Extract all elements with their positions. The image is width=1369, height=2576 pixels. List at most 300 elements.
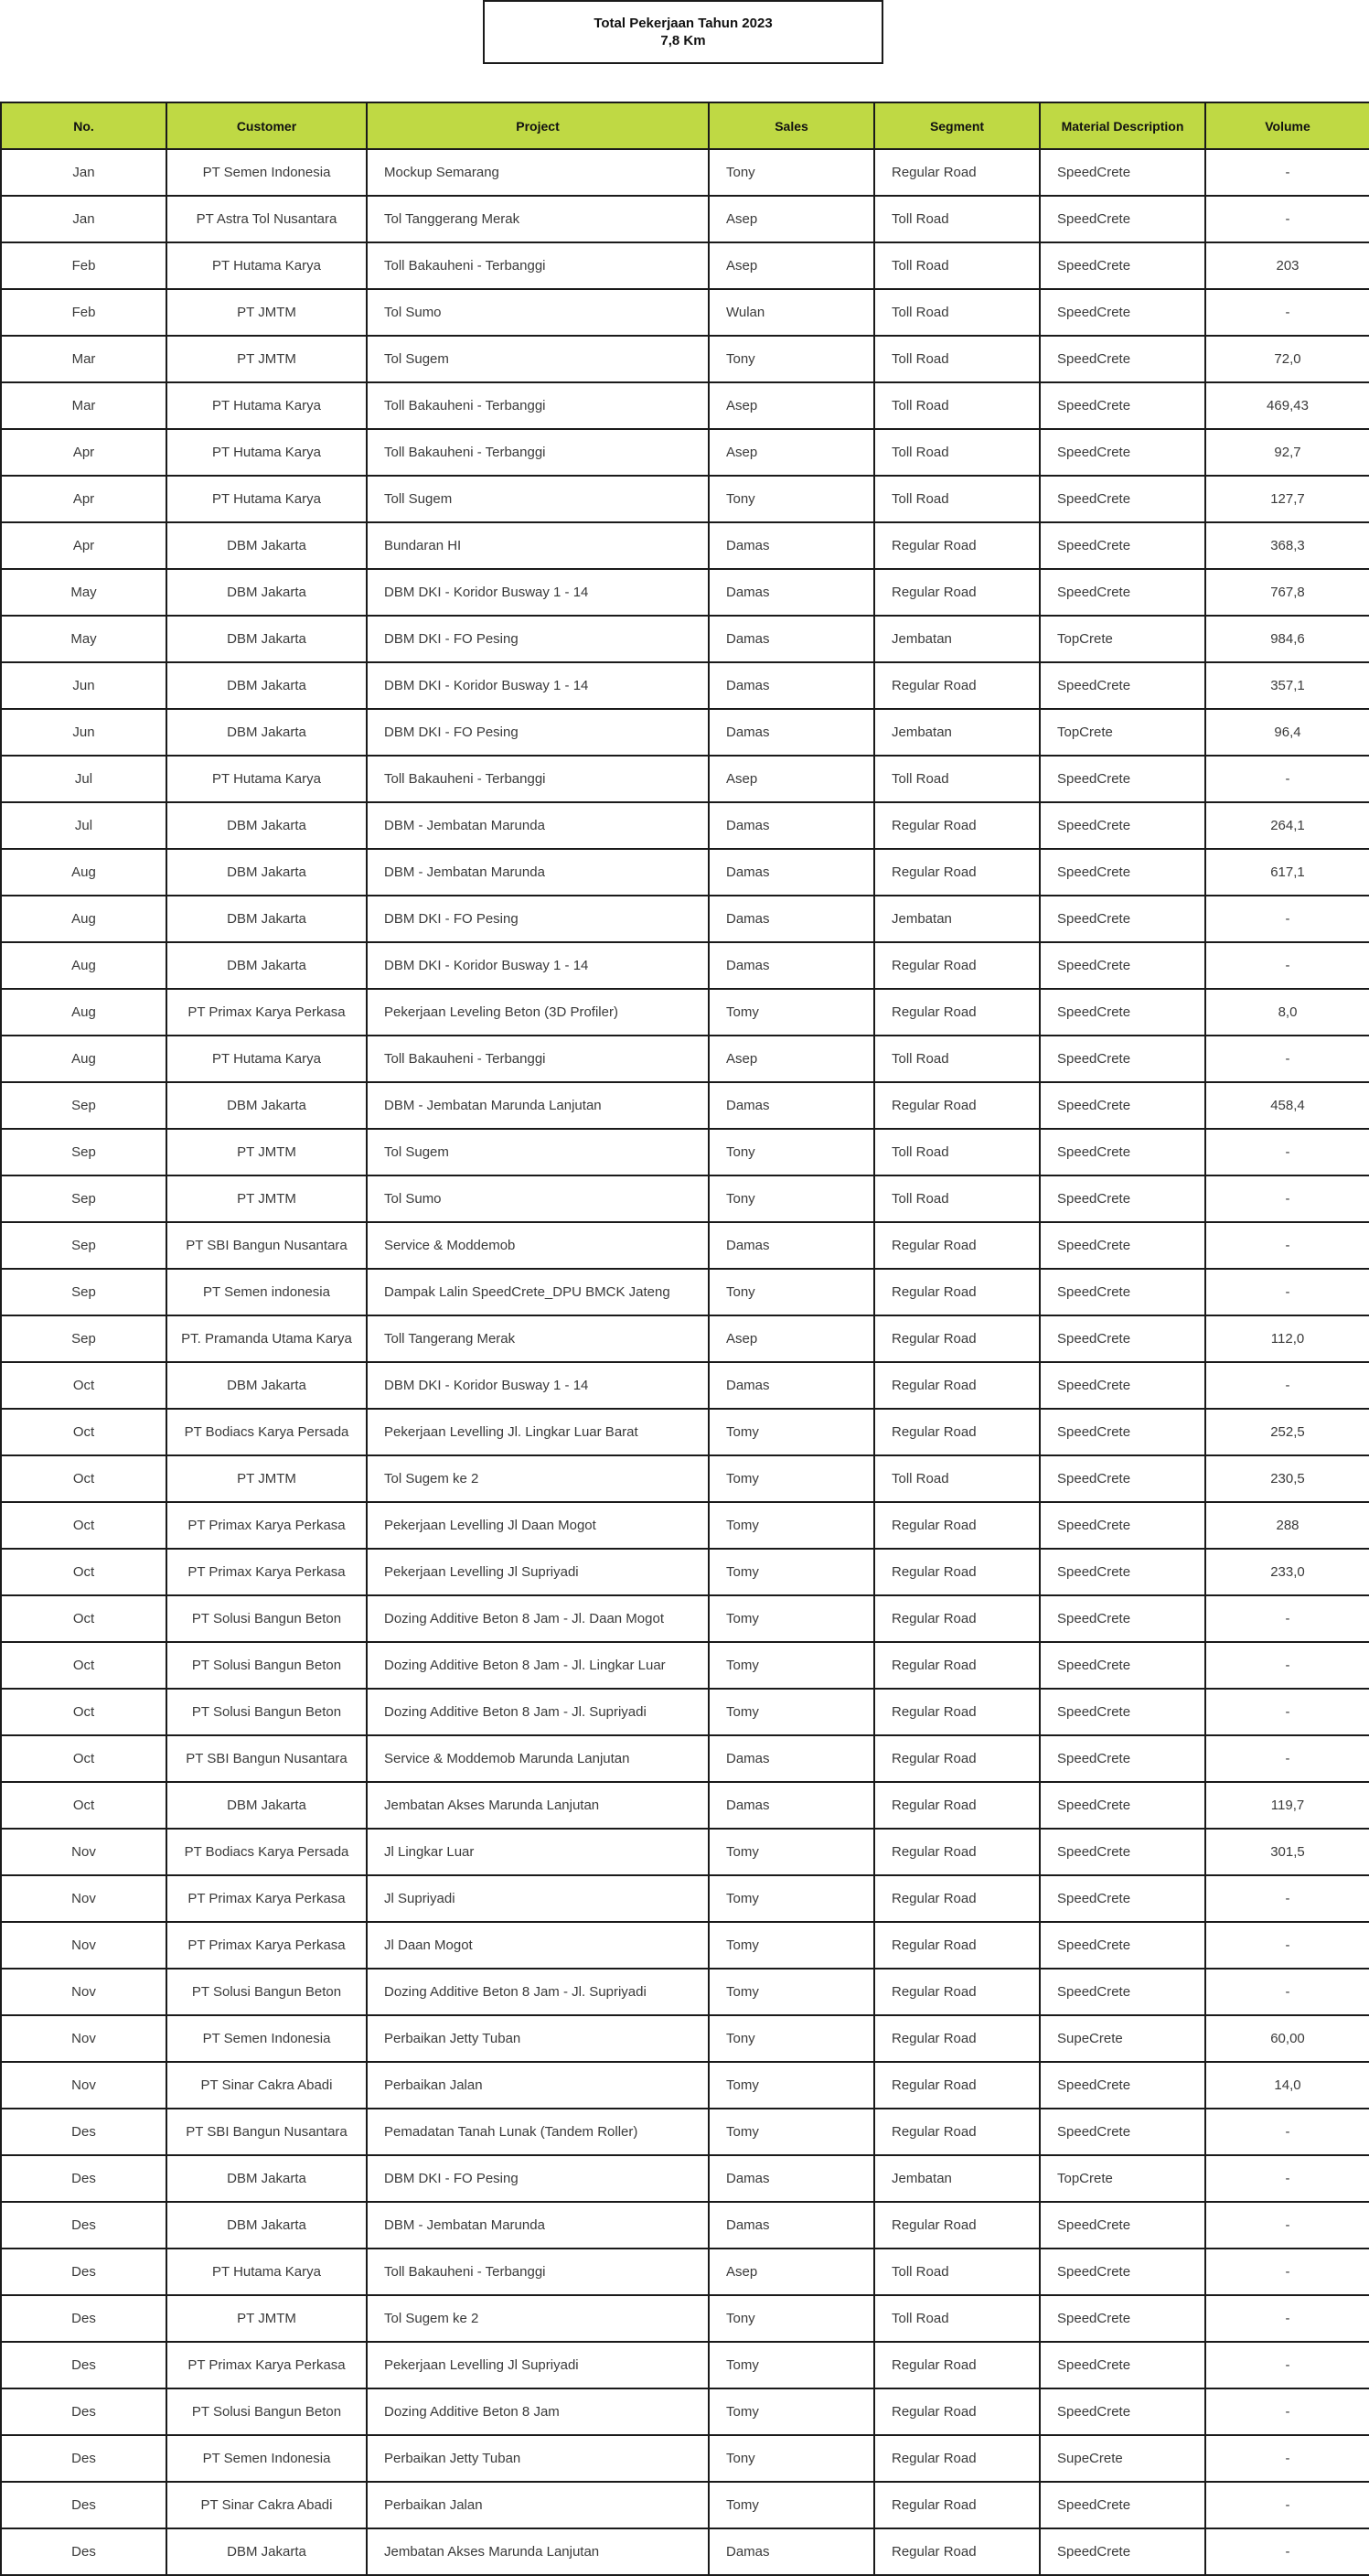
cell-project: Service & Moddemob — [367, 1222, 709, 1269]
cell-volume: - — [1205, 1922, 1369, 1969]
cell-segment: Toll Road — [874, 756, 1040, 802]
cell-volume: 8,0 — [1205, 989, 1369, 1036]
cell-segment: Regular Road — [874, 1782, 1040, 1829]
cell-volume: - — [1205, 1642, 1369, 1689]
table-row — [1, 1409, 1369, 1455]
cell-month: Oct — [1, 1595, 166, 1642]
cell-project: Toll Sugem — [367, 476, 709, 522]
cell-material: SpeedCrete — [1040, 242, 1205, 289]
cell-customer: PT Bodiacs Karya Persada — [166, 1829, 367, 1875]
cell-month: Jun — [1, 662, 166, 709]
cell-material: SpeedCrete — [1040, 802, 1205, 849]
cell-sales: Tomy — [709, 1829, 874, 1875]
cell-month: Nov — [1, 1875, 166, 1922]
cell-sales: Asep — [709, 1036, 874, 1082]
cell-material: SpeedCrete — [1040, 1642, 1205, 1689]
cell-sales: Damas — [709, 1735, 874, 1782]
cell-project: DBM DKI - Koridor Busway 1 - 14 — [367, 942, 709, 989]
table-row — [1, 1362, 1369, 1409]
cell-material: SpeedCrete — [1040, 1782, 1205, 1829]
cell-customer: PT Semen Indonesia — [166, 2015, 367, 2062]
cell-month: Des — [1, 2528, 166, 2575]
cell-volume: - — [1205, 1222, 1369, 1269]
cell-sales: Tony — [709, 1175, 874, 1222]
cell-month: Des — [1, 2388, 166, 2435]
cell-segment: Regular Road — [874, 1082, 1040, 1129]
cell-sales: Damas — [709, 522, 874, 569]
table-row — [1, 289, 1369, 336]
cell-project: DBM DKI - FO Pesing — [367, 616, 709, 662]
cell-material: SpeedCrete — [1040, 336, 1205, 382]
column-header-customer: Customer — [166, 102, 367, 149]
cell-sales: Damas — [709, 1362, 874, 1409]
cell-project: Dozing Additive Beton 8 Jam - Jl. Lingkar Luar — [367, 1642, 709, 1689]
cell-volume: - — [1205, 2342, 1369, 2388]
cell-month: Apr — [1, 429, 166, 476]
cell-segment: Regular Road — [874, 2388, 1040, 2435]
cell-project: Perbaikan Jetty Tuban — [367, 2015, 709, 2062]
cell-month: Oct — [1, 1549, 166, 1595]
cell-sales: Damas — [709, 942, 874, 989]
cell-month: Apr — [1, 476, 166, 522]
cell-volume: 767,8 — [1205, 569, 1369, 616]
cell-month: Oct — [1, 1689, 166, 1735]
table-row — [1, 196, 1369, 242]
cell-month: Nov — [1, 1829, 166, 1875]
cell-volume: 203 — [1205, 242, 1369, 289]
cell-segment: Toll Road — [874, 382, 1040, 429]
cell-customer: PT Solusi Bangun Beton — [166, 1969, 367, 2015]
cell-sales: Tomy — [709, 1969, 874, 2015]
cell-volume: - — [1205, 896, 1369, 942]
cell-segment: Regular Road — [874, 942, 1040, 989]
cell-sales: Tony — [709, 476, 874, 522]
cell-sales: Damas — [709, 896, 874, 942]
cell-customer: DBM Jakarta — [166, 1362, 367, 1409]
cell-customer: DBM Jakarta — [166, 849, 367, 896]
cell-material: SpeedCrete — [1040, 289, 1205, 336]
cell-segment: Regular Road — [874, 522, 1040, 569]
table-row — [1, 1969, 1369, 2015]
cell-segment: Toll Road — [874, 1036, 1040, 1082]
cell-customer: DBM Jakarta — [166, 942, 367, 989]
cell-customer: PT Sinar Cakra Abadi — [166, 2482, 367, 2528]
cell-segment: Jembatan — [874, 896, 1040, 942]
cell-sales: Tomy — [709, 2062, 874, 2109]
table-row — [1, 1595, 1369, 1642]
cell-month: Jul — [1, 756, 166, 802]
cell-material: SpeedCrete — [1040, 2342, 1205, 2388]
cell-month: Jan — [1, 149, 166, 196]
cell-volume: - — [1205, 2109, 1369, 2155]
cell-customer: DBM Jakarta — [166, 569, 367, 616]
cell-month: Mar — [1, 336, 166, 382]
cell-sales: Asep — [709, 429, 874, 476]
total-distance: 7,8 Km — [660, 33, 706, 48]
cell-customer: DBM Jakarta — [166, 2528, 367, 2575]
cell-segment: Regular Road — [874, 662, 1040, 709]
table-row — [1, 2109, 1369, 2155]
table-row — [1, 1315, 1369, 1362]
cell-volume: 264,1 — [1205, 802, 1369, 849]
cell-volume: - — [1205, 149, 1369, 196]
cell-sales: Tony — [709, 2015, 874, 2062]
cell-sales: Damas — [709, 616, 874, 662]
cell-segment: Toll Road — [874, 2249, 1040, 2295]
table-row — [1, 1642, 1369, 1689]
cell-sales: Damas — [709, 849, 874, 896]
cell-material: SpeedCrete — [1040, 1829, 1205, 1875]
cell-sales: Tony — [709, 149, 874, 196]
cell-month: Aug — [1, 849, 166, 896]
table-row — [1, 2482, 1369, 2528]
projects-table-container — [0, 102, 1369, 2576]
title-box — [483, 0, 883, 64]
cell-volume: 617,1 — [1205, 849, 1369, 896]
cell-sales: Damas — [709, 569, 874, 616]
cell-customer: PT Hutama Karya — [166, 1036, 367, 1082]
cell-customer: DBM Jakarta — [166, 2155, 367, 2202]
cell-month: Aug — [1, 1036, 166, 1082]
cell-month: Sep — [1, 1129, 166, 1175]
cell-segment: Regular Road — [874, 2015, 1040, 2062]
cell-material: SpeedCrete — [1040, 2109, 1205, 2155]
cell-project: DBM - Jembatan Marunda Lanjutan — [367, 1082, 709, 1129]
cell-segment: Toll Road — [874, 1129, 1040, 1175]
cell-sales: Tomy — [709, 2482, 874, 2528]
cell-volume: - — [1205, 1129, 1369, 1175]
cell-project: Pemadatan Tanah Lunak (Tandem Roller) — [367, 2109, 709, 2155]
cell-sales: Tomy — [709, 1409, 874, 1455]
cell-project: Dampak Lalin SpeedCrete_DPU BMCK Jateng — [367, 1269, 709, 1315]
cell-customer: DBM Jakarta — [166, 522, 367, 569]
cell-project: DBM DKI - Koridor Busway 1 - 14 — [367, 569, 709, 616]
table-row — [1, 1129, 1369, 1175]
table-row — [1, 2435, 1369, 2482]
cell-material: SpeedCrete — [1040, 756, 1205, 802]
cell-project: DBM - Jembatan Marunda — [367, 2202, 709, 2249]
cell-month: Oct — [1, 1782, 166, 1829]
cell-project: DBM DKI - Koridor Busway 1 - 14 — [367, 662, 709, 709]
cell-material: SpeedCrete — [1040, 1455, 1205, 1502]
cell-segment: Regular Road — [874, 1689, 1040, 1735]
cell-segment: Regular Road — [874, 2062, 1040, 2109]
cell-material: SpeedCrete — [1040, 1082, 1205, 1129]
table-row — [1, 756, 1369, 802]
cell-project: Dozing Additive Beton 8 Jam — [367, 2388, 709, 2435]
cell-material: SpeedCrete — [1040, 2388, 1205, 2435]
cell-segment: Regular Road — [874, 1829, 1040, 1875]
cell-material: SpeedCrete — [1040, 1129, 1205, 1175]
cell-sales: Tomy — [709, 1689, 874, 1735]
cell-project: Bundaran HI — [367, 522, 709, 569]
cell-segment: Toll Road — [874, 336, 1040, 382]
cell-material: TopCrete — [1040, 616, 1205, 662]
cell-project: Dozing Additive Beton 8 Jam - Jl. Daan Mogot — [367, 1595, 709, 1642]
cell-volume: - — [1205, 1875, 1369, 1922]
cell-sales: Asep — [709, 756, 874, 802]
table-body — [1, 149, 1369, 2575]
cell-volume: 458,4 — [1205, 1082, 1369, 1129]
cell-sales: Tomy — [709, 1922, 874, 1969]
cell-material: SpeedCrete — [1040, 2482, 1205, 2528]
cell-material: SpeedCrete — [1040, 896, 1205, 942]
cell-sales: Damas — [709, 2528, 874, 2575]
table-row — [1, 1922, 1369, 1969]
cell-material: SpeedCrete — [1040, 196, 1205, 242]
cell-material: SpeedCrete — [1040, 1595, 1205, 1642]
table-row — [1, 709, 1369, 756]
cell-month: Jan — [1, 196, 166, 242]
cell-material: SpeedCrete — [1040, 1036, 1205, 1082]
cell-month: Oct — [1, 1502, 166, 1549]
cell-sales: Tomy — [709, 1455, 874, 1502]
cell-month: Des — [1, 2155, 166, 2202]
table-row — [1, 242, 1369, 289]
table-row — [1, 2528, 1369, 2575]
cell-volume: 233,0 — [1205, 1549, 1369, 1595]
cell-sales: Tony — [709, 2295, 874, 2342]
cell-customer: PT JMTM — [166, 289, 367, 336]
cell-project: DBM DKI - FO Pesing — [367, 896, 709, 942]
cell-customer: PT Semen indonesia — [166, 1269, 367, 1315]
cell-material: SpeedCrete — [1040, 1689, 1205, 1735]
cell-customer: PT SBI Bangun Nusantara — [166, 1222, 367, 1269]
cell-sales: Tomy — [709, 989, 874, 1036]
cell-customer: PT Hutama Karya — [166, 382, 367, 429]
cell-volume: 984,6 — [1205, 616, 1369, 662]
cell-customer: DBM Jakarta — [166, 662, 367, 709]
cell-volume: 301,5 — [1205, 1829, 1369, 1875]
cell-material: SpeedCrete — [1040, 1549, 1205, 1595]
cell-segment: Regular Road — [874, 1875, 1040, 1922]
cell-customer: PT Primax Karya Perkasa — [166, 989, 367, 1036]
cell-sales: Damas — [709, 2155, 874, 2202]
cell-material: SpeedCrete — [1040, 1922, 1205, 1969]
cell-customer: PT Hutama Karya — [166, 429, 367, 476]
cell-material: SpeedCrete — [1040, 989, 1205, 1036]
cell-customer: DBM Jakarta — [166, 616, 367, 662]
cell-segment: Regular Road — [874, 569, 1040, 616]
cell-segment: Toll Road — [874, 429, 1040, 476]
cell-sales: Damas — [709, 1782, 874, 1829]
cell-sales: Damas — [709, 709, 874, 756]
table-row — [1, 2202, 1369, 2249]
cell-segment: Toll Road — [874, 2295, 1040, 2342]
cell-segment: Regular Road — [874, 849, 1040, 896]
cell-month: Aug — [1, 942, 166, 989]
cell-project: Jl Lingkar Luar — [367, 1829, 709, 1875]
table-row — [1, 1735, 1369, 1782]
page-title: Total Pekerjaan Tahun 2023 — [594, 16, 773, 31]
cell-project: Toll Bakauheni - Terbanggi — [367, 756, 709, 802]
cell-segment: Regular Road — [874, 1269, 1040, 1315]
cell-volume: - — [1205, 1036, 1369, 1082]
cell-volume: - — [1205, 1175, 1369, 1222]
cell-volume: 252,5 — [1205, 1409, 1369, 1455]
cell-material: SpeedCrete — [1040, 476, 1205, 522]
cell-customer: PT Solusi Bangun Beton — [166, 1595, 367, 1642]
cell-sales: Tomy — [709, 1595, 874, 1642]
cell-material: SpeedCrete — [1040, 1222, 1205, 1269]
cell-month: Oct — [1, 1362, 166, 1409]
cell-volume: 60,00 — [1205, 2015, 1369, 2062]
cell-project: Pekerjaan Levelling Jl. Lingkar Luar Barat — [367, 1409, 709, 1455]
table-row — [1, 1036, 1369, 1082]
cell-customer: PT JMTM — [166, 2295, 367, 2342]
table-row — [1, 382, 1369, 429]
cell-volume: - — [1205, 2528, 1369, 2575]
cell-sales: Damas — [709, 1222, 874, 1269]
cell-segment: Regular Road — [874, 1969, 1040, 2015]
cell-volume: - — [1205, 2202, 1369, 2249]
cell-sales: Asep — [709, 196, 874, 242]
cell-volume: - — [1205, 289, 1369, 336]
cell-project: Pekerjaan Levelling Jl Supriyadi — [367, 1549, 709, 1595]
cell-customer: DBM Jakarta — [166, 709, 367, 756]
cell-month: Feb — [1, 242, 166, 289]
table-row — [1, 1502, 1369, 1549]
cell-customer: DBM Jakarta — [166, 2202, 367, 2249]
cell-month: Sep — [1, 1175, 166, 1222]
cell-month: Des — [1, 2342, 166, 2388]
cell-customer: PT Bodiacs Karya Persada — [166, 1409, 367, 1455]
column-header-segment: Segment — [874, 102, 1040, 149]
table-row — [1, 476, 1369, 522]
table-row — [1, 2342, 1369, 2388]
cell-sales: Damas — [709, 802, 874, 849]
cell-month: Des — [1, 2295, 166, 2342]
cell-material: SpeedCrete — [1040, 429, 1205, 476]
cell-volume: 72,0 — [1205, 336, 1369, 382]
cell-segment: Toll Road — [874, 242, 1040, 289]
cell-project: Toll Bakauheni - Terbanggi — [367, 382, 709, 429]
cell-sales: Damas — [709, 662, 874, 709]
cell-material: SpeedCrete — [1040, 569, 1205, 616]
cell-volume: - — [1205, 2249, 1369, 2295]
cell-sales: Tony — [709, 1129, 874, 1175]
cell-material: SpeedCrete — [1040, 942, 1205, 989]
cell-project: DBM DKI - FO Pesing — [367, 709, 709, 756]
cell-customer: PT JMTM — [166, 1175, 367, 1222]
table-header-row — [1, 102, 1369, 149]
cell-segment: Regular Road — [874, 2202, 1040, 2249]
cell-sales: Asep — [709, 242, 874, 289]
cell-material: SpeedCrete — [1040, 382, 1205, 429]
cell-sales: Tony — [709, 2435, 874, 2482]
cell-month: May — [1, 616, 166, 662]
cell-project: Tol Sugem — [367, 336, 709, 382]
cell-customer: DBM Jakarta — [166, 1082, 367, 1129]
cell-material: TopCrete — [1040, 2155, 1205, 2202]
cell-segment: Toll Road — [874, 1455, 1040, 1502]
cell-month: Mar — [1, 382, 166, 429]
cell-customer: PT Hutama Karya — [166, 242, 367, 289]
cell-material: SupeCrete — [1040, 2435, 1205, 2482]
column-header-volume: Volume — [1205, 102, 1369, 149]
cell-volume: - — [1205, 1689, 1369, 1735]
cell-volume: - — [1205, 2435, 1369, 2482]
cell-volume: - — [1205, 942, 1369, 989]
cell-volume: - — [1205, 2155, 1369, 2202]
table-row — [1, 522, 1369, 569]
cell-project: Dozing Additive Beton 8 Jam - Jl. Supriyadi — [367, 1969, 709, 2015]
cell-customer: PT Semen Indonesia — [166, 149, 367, 196]
cell-customer: PT Primax Karya Perkasa — [166, 1875, 367, 1922]
cell-material: SpeedCrete — [1040, 1315, 1205, 1362]
column-header-no: No. — [1, 102, 166, 149]
cell-segment: Regular Road — [874, 1409, 1040, 1455]
cell-segment: Regular Road — [874, 2435, 1040, 2482]
table-row — [1, 662, 1369, 709]
table-row — [1, 942, 1369, 989]
cell-volume: - — [1205, 2295, 1369, 2342]
cell-sales: Asep — [709, 382, 874, 429]
cell-customer: PT Sinar Cakra Abadi — [166, 2062, 367, 2109]
column-header-project: Project — [367, 102, 709, 149]
cell-material: SpeedCrete — [1040, 522, 1205, 569]
cell-sales: Tony — [709, 336, 874, 382]
cell-segment: Regular Road — [874, 1595, 1040, 1642]
cell-segment: Regular Road — [874, 1362, 1040, 1409]
cell-month: Apr — [1, 522, 166, 569]
table-row — [1, 849, 1369, 896]
cell-sales: Tomy — [709, 2109, 874, 2155]
cell-customer: DBM Jakarta — [166, 1782, 367, 1829]
cell-project: Tol Sugem — [367, 1129, 709, 1175]
cell-volume: - — [1205, 2388, 1369, 2435]
cell-project: Jembatan Akses Marunda Lanjutan — [367, 2528, 709, 2575]
cell-month: Oct — [1, 1642, 166, 1689]
table-row — [1, 616, 1369, 662]
cell-customer: PT Primax Karya Perkasa — [166, 1922, 367, 1969]
cell-month: Des — [1, 2482, 166, 2528]
table-row — [1, 1269, 1369, 1315]
cell-material: SpeedCrete — [1040, 1502, 1205, 1549]
cell-project: Pekerjaan Levelling Jl Supriyadi — [367, 2342, 709, 2388]
cell-segment: Regular Road — [874, 1315, 1040, 1362]
cell-customer: DBM Jakarta — [166, 802, 367, 849]
cell-customer: PT Semen Indonesia — [166, 2435, 367, 2482]
table-row — [1, 1782, 1369, 1829]
cell-project: Jl Daan Mogot — [367, 1922, 709, 1969]
cell-customer: PT SBI Bangun Nusantara — [166, 2109, 367, 2155]
cell-volume: 368,3 — [1205, 522, 1369, 569]
cell-volume: 127,7 — [1205, 476, 1369, 522]
column-header-material: Material Description — [1040, 102, 1205, 149]
cell-project: Toll Bakauheni - Terbanggi — [367, 1036, 709, 1082]
cell-project: DBM - Jembatan Marunda — [367, 849, 709, 896]
cell-month: Des — [1, 2109, 166, 2155]
cell-project: Perbaikan Jalan — [367, 2062, 709, 2109]
cell-customer: PT JMTM — [166, 336, 367, 382]
cell-project: Mockup Semarang — [367, 149, 709, 196]
cell-customer: PT Solusi Bangun Beton — [166, 1689, 367, 1735]
cell-segment: Jembatan — [874, 709, 1040, 756]
cell-project: Tol Sugem ke 2 — [367, 2295, 709, 2342]
cell-volume: - — [1205, 1269, 1369, 1315]
cell-month: Nov — [1, 2015, 166, 2062]
cell-customer: PT JMTM — [166, 1129, 367, 1175]
table-row — [1, 2155, 1369, 2202]
cell-month: Nov — [1, 2062, 166, 2109]
cell-sales: Asep — [709, 2249, 874, 2295]
cell-material: SpeedCrete — [1040, 1362, 1205, 1409]
cell-month: Aug — [1, 989, 166, 1036]
cell-sales: Tony — [709, 1269, 874, 1315]
cell-month: Jul — [1, 802, 166, 849]
cell-project: Jl Supriyadi — [367, 1875, 709, 1922]
